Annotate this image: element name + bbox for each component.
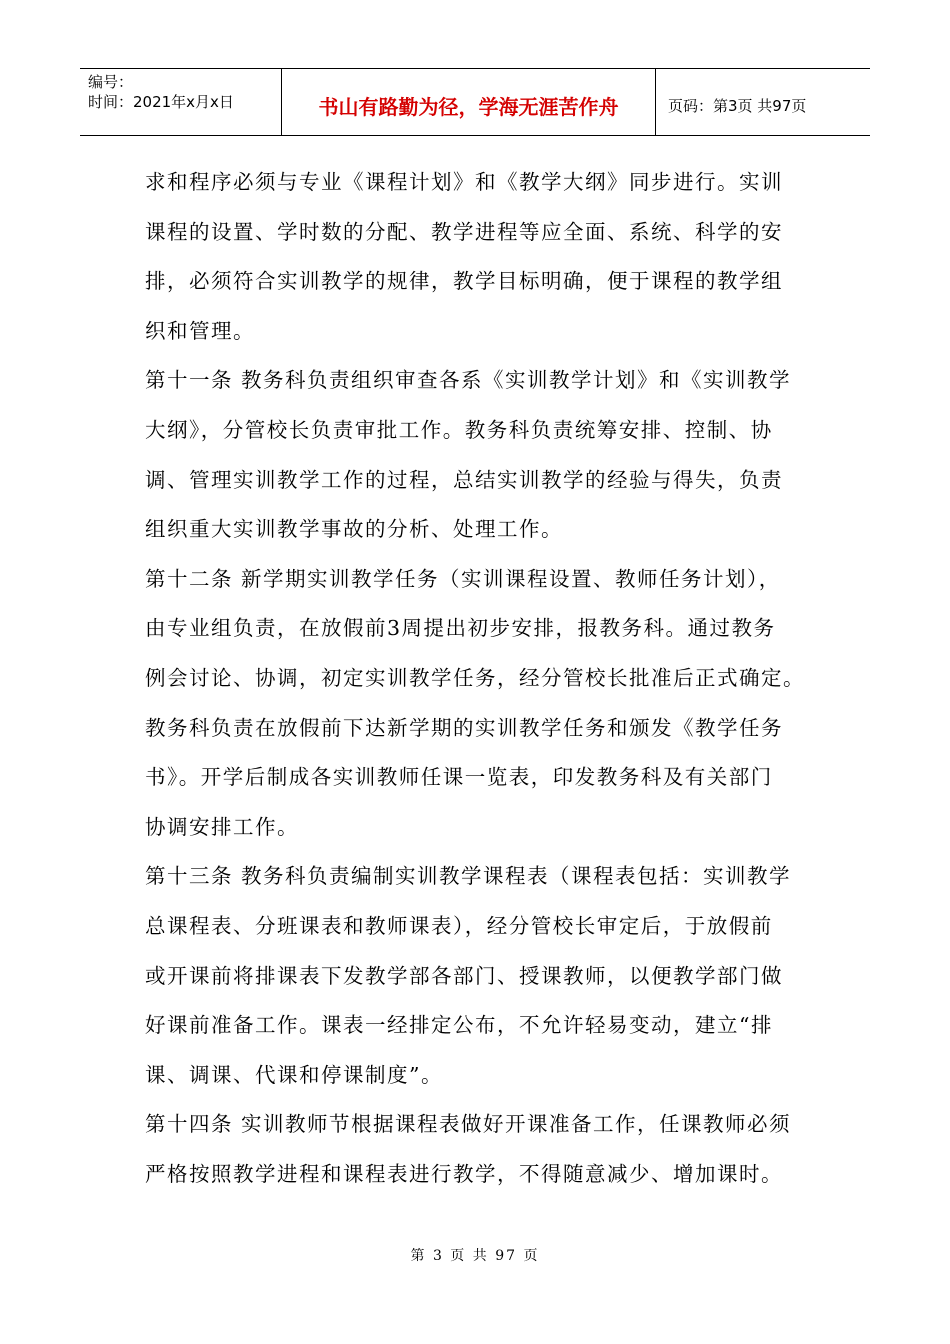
body-line: 书》。开学后制成各实训教师任课一览表，印发教务科及有关部门 [145,765,773,790]
body-line: 第十四条 实训教师节根据课程表做好开课准备工作，任课教师必须 [145,1112,792,1137]
body-line: 教务科负责在放假前下达新学期的实训教学任务和颁发《教学任务 [145,715,783,740]
body-line: 课程的设置、学时数的分配、教学进程等应全面、系统、科学的安 [145,219,783,244]
body-line: 求和程序必须与专业《课程计划》和《教学大纲》同步进行。实训 [145,170,783,194]
page-footer: 第 3 页 共 97 页 [410,1248,540,1264]
body-line: 协调安排工作。 [145,814,299,839]
header-page-info: 页码：第3页 共97页 [668,96,807,115]
body-line: 调、管理实训教学工作的过程，总结实训教学的经验与得失，负责 [145,467,783,492]
body-line: 第十一条 教务科负责组织审查各系《实训教学计划》和《实训教学 [145,368,792,393]
header-meta [80,69,282,135]
body-line: 或开课前将排课表下发教学部各部门、授课教师，以便教学部门做 [145,963,783,988]
body-line: 第十二条 新学期实训教学任务（实训课程设置、教师任务计划）， [145,566,781,591]
date-label: 时间：2021年x月x日 [88,93,234,111]
body-line: 严格按照教学进程和课程表进行教学，不得随意减少、增加课时。 [145,1161,783,1186]
header-motto: 书山有路勤为径，学海无涯苦作舟 [282,69,656,135]
body-line: 由专业组负责，在放假前3周提出初步安排，报教务科。通过教务 [145,616,776,641]
document-body [145,158,810,1199]
body-line: 大纲》，分管校长负责审批工作。教务科负责统筹安排、控制、协 [145,417,773,442]
body-line: 织和管理。 [145,318,255,343]
body-line: 好课前准备工作。课表一经排定公布，不允许轻易变动，建立“排 [145,1013,773,1038]
page-header [80,68,870,136]
body-line: 组织重大实训教学事故的分析、处理工作。 [145,517,563,542]
body-line: 第十三条 教务科负责编制实训教学课程表（课程表包括：实训教学 [145,864,792,889]
body-line: 总课程表、分班课表和教师课表），经分管校长审定后，于放假前 [145,913,773,938]
body-line: 例会讨论、协调，初定实训教学任务，经分管校长批准后正式确定。 [145,665,805,690]
body-line: 课、调课、代课和停课制度”。 [145,1062,443,1087]
body-line: 排，必须符合实训教学的规律，教学目标明确，便于课程的教学组 [145,269,783,294]
serial-label: 编号： [88,73,134,91]
